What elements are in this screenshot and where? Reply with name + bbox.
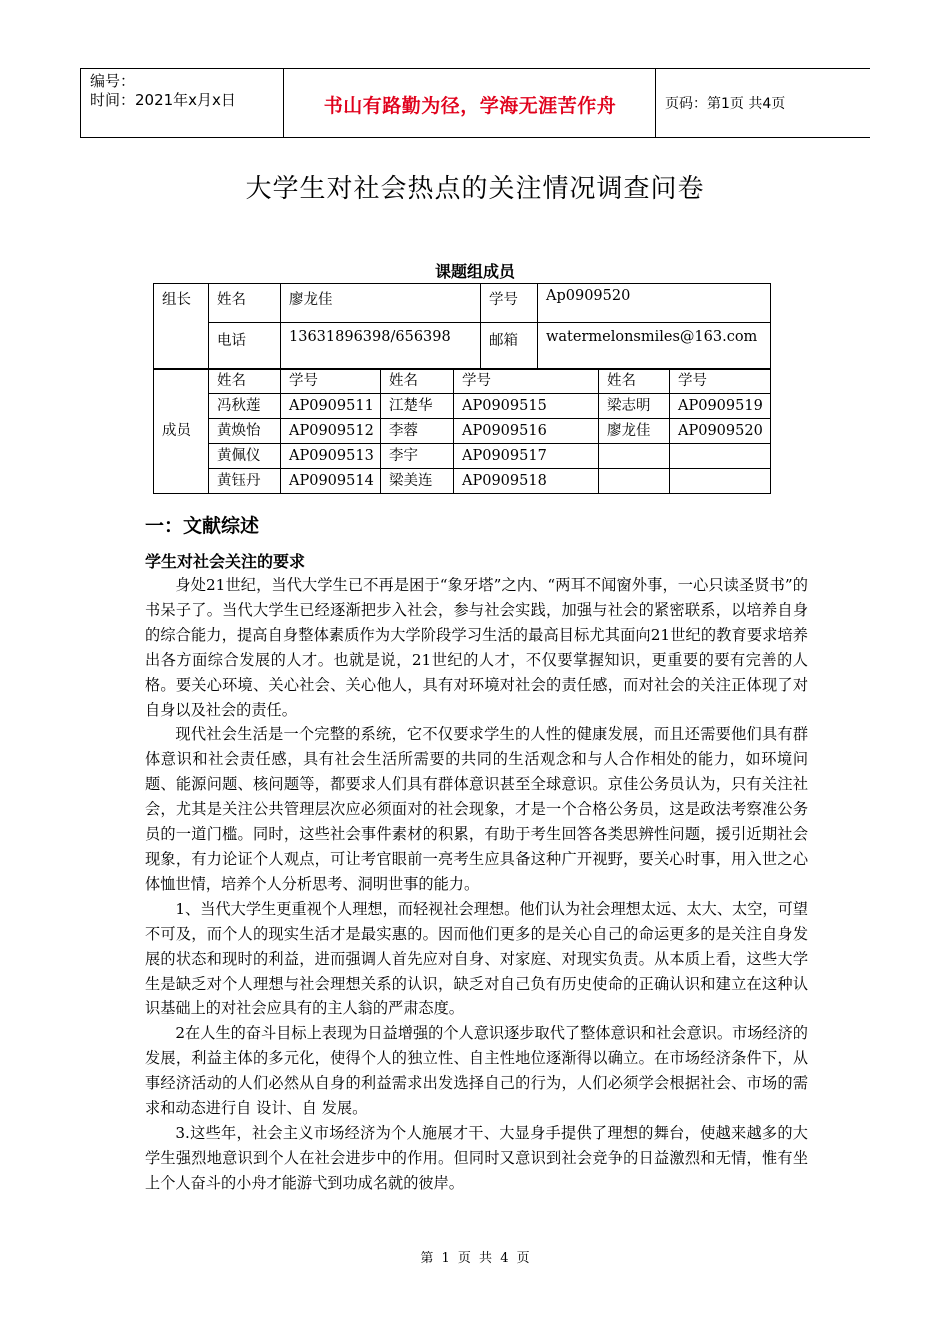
members-table xyxy=(153,368,771,494)
table-cell: AP0909514 xyxy=(281,469,381,494)
column-header: 学号 xyxy=(454,369,599,394)
table-cell xyxy=(670,469,771,494)
table-row xyxy=(154,394,771,419)
table-cell: 李蓉 xyxy=(381,419,454,444)
table-cell: AP0909520 xyxy=(670,419,771,444)
table-cell: 电话 xyxy=(209,323,281,370)
table-row xyxy=(154,284,771,323)
table-cell: AP0909515 xyxy=(454,394,599,419)
table-cell xyxy=(670,444,771,469)
table-cell: AP0909512 xyxy=(281,419,381,444)
table-cell: AP0909511 xyxy=(281,394,381,419)
table-row xyxy=(154,444,771,469)
header-divider xyxy=(283,69,284,137)
table-cell: AP0909517 xyxy=(454,444,599,469)
subsection-heading: 学生对社会关注的要求 xyxy=(145,552,306,571)
paragraph: 3.这些年，社会主义市场经济为个人施展才干、大显身手提供了理想的舞台，使越来越多的大学生强烈地意识到个人在社会进步中的作用。但同时又意识到社会竞争的日益激烈和无情，惟有坐上个人奋斗的小舟才能游弋到功成名就的彼岸。 xyxy=(145,1123,808,1192)
leader-phone-cell: 13631896398/656398 xyxy=(281,323,481,370)
leader-id-cell: Ap0909520 xyxy=(538,284,771,323)
header-divider xyxy=(655,69,656,137)
table-cell: 邮箱 xyxy=(481,323,538,370)
date-label: 时间：2021年x月x日 xyxy=(90,91,236,109)
page-footer: 第 1 页 共 4 页 xyxy=(420,1251,530,1266)
leader-role-cell: 组长 xyxy=(154,284,209,370)
table-cell xyxy=(599,469,670,494)
paragraph: 现代社会生活是一个完整的系统，它不仅要求学生的人性的健康发展，而且还需要他们具有群体意识和社会责任感，具有社会生活所需要的共同的生活观念和与人合作相处的能力，如环境问题、能源问题、核问题等，都要求人们具有群体意识甚至全球意识。京佳公务员认为，只有关注社会，尤其是关注公共管理层次应必须面对的社会现象，才是一个合格公务员，这是政法考察准公务员的一道门槛。同时，这些社会事件素材的积累，有助于考生回答各类思辨性问题，援引近期社会现象，有力论证个人观点，可让考官眼前一亮考生应具备这种广开视野，要关心时事，用入世之心体恤世情，培养个人分析思考、洞明世事的能力。 xyxy=(145,725,808,893)
section-heading: 一：文献综述 xyxy=(145,515,260,537)
column-header: 学号 xyxy=(281,369,381,394)
table-row xyxy=(154,469,771,494)
document-title: 大学生对社会热点的关注情况调查问卷 xyxy=(245,174,705,204)
table-cell: 梁美连 xyxy=(381,469,454,494)
header-divider xyxy=(80,69,81,137)
document-header xyxy=(80,68,870,138)
team-table-caption: 课题组成员 xyxy=(434,262,515,281)
table-row xyxy=(154,323,771,370)
members-label-cell: 成员 xyxy=(154,369,209,494)
paragraph: 1、当代大学生更重视个人理想，而轻视社会理想。他们认为社会理想太远、太大、太空，可望不可及，而个人的现实生活才是最实惠的。因而他们更多的是关心自己的命运更多的是关注自身发展的状态和现时的利益，进而强调人首先应对自身、对家庭、对现实负责。从本质上看，这些大学生是缺乏对个人理想与社会理想关系的认识，缺乏对自己负有历史使命的正确认识和建立在这种认识基础上的对社会应具有的主人翁的严肃态度。 xyxy=(145,899,808,1018)
column-header: 学号 xyxy=(670,369,771,394)
table-cell: AP0909519 xyxy=(670,394,771,419)
body-text xyxy=(145,573,808,1196)
table-cell: 梁志明 xyxy=(599,394,670,419)
table-cell: 冯秋莲 xyxy=(209,394,281,419)
header-page-info: 页码：第1页 共4页 xyxy=(665,96,786,112)
table-cell: 学号 xyxy=(481,284,538,323)
leader-table xyxy=(153,283,771,370)
table-cell: 廖龙佳 xyxy=(599,419,670,444)
header-motto: 书山有路勤为径，学海无涯苦作舟 xyxy=(323,95,617,117)
table-cell xyxy=(599,444,670,469)
table-cell: 江楚华 xyxy=(381,394,454,419)
table-cell: 姓名 xyxy=(209,284,281,323)
table-cell: AP0909516 xyxy=(454,419,599,444)
column-header: 姓名 xyxy=(381,369,454,394)
table-header-row xyxy=(154,369,771,394)
number-label: 编号： xyxy=(90,72,136,90)
leader-email-cell: watermelonsmiles@163.com xyxy=(538,323,771,370)
column-header: 姓名 xyxy=(209,369,281,394)
column-header: 姓名 xyxy=(599,369,670,394)
table-cell: 黄钰丹 xyxy=(209,469,281,494)
table-cell: AP0909518 xyxy=(454,469,599,494)
paragraph: 身处21世纪，当代大学生已不再是困于“象牙塔”之内、“两耳不闻窗外事，一心只读圣贤书”的书呆子了。当代大学生已经逐渐把步入社会，参与社会实践，加强与社会的紧密联系，以培养自身的综合能力，提高自身整体素质作为大学阶段学习生活的最高目标尤其面向21世纪的教育要求培养出各方面综合发展的人才。也就是说，21世纪的人才，不仅要掌握知识，更重要的要有完善的人格。要关心环境、关心社会、关心他人，具有对环境对社会的责任感，而对社会的关注正体现了对自身以及社会的责任。 xyxy=(145,576,808,719)
header-meta xyxy=(90,72,236,110)
table-cell: 李宇 xyxy=(381,444,454,469)
table-row xyxy=(154,419,771,444)
leader-name-cell: 廖龙佳 xyxy=(281,284,481,323)
table-cell: AP0909513 xyxy=(281,444,381,469)
paragraph: 2在人生的奋斗目标上表现为日益增强的个人意识逐步取代了整体意识和社会意识。市场经济的发展，利益主体的多元化，使得个人的独立性、自主性地位逐渐得以确立。在市场经济条件下，从事经济活动的人们必然从自身的利益需求出发选择自己的行为，人们必须学会根据社会、市场的需求和动态进行自 设计、自 发展。 xyxy=(145,1024,808,1118)
table-cell: 黄佩仪 xyxy=(209,444,281,469)
table-cell: 黄焕怡 xyxy=(209,419,281,444)
